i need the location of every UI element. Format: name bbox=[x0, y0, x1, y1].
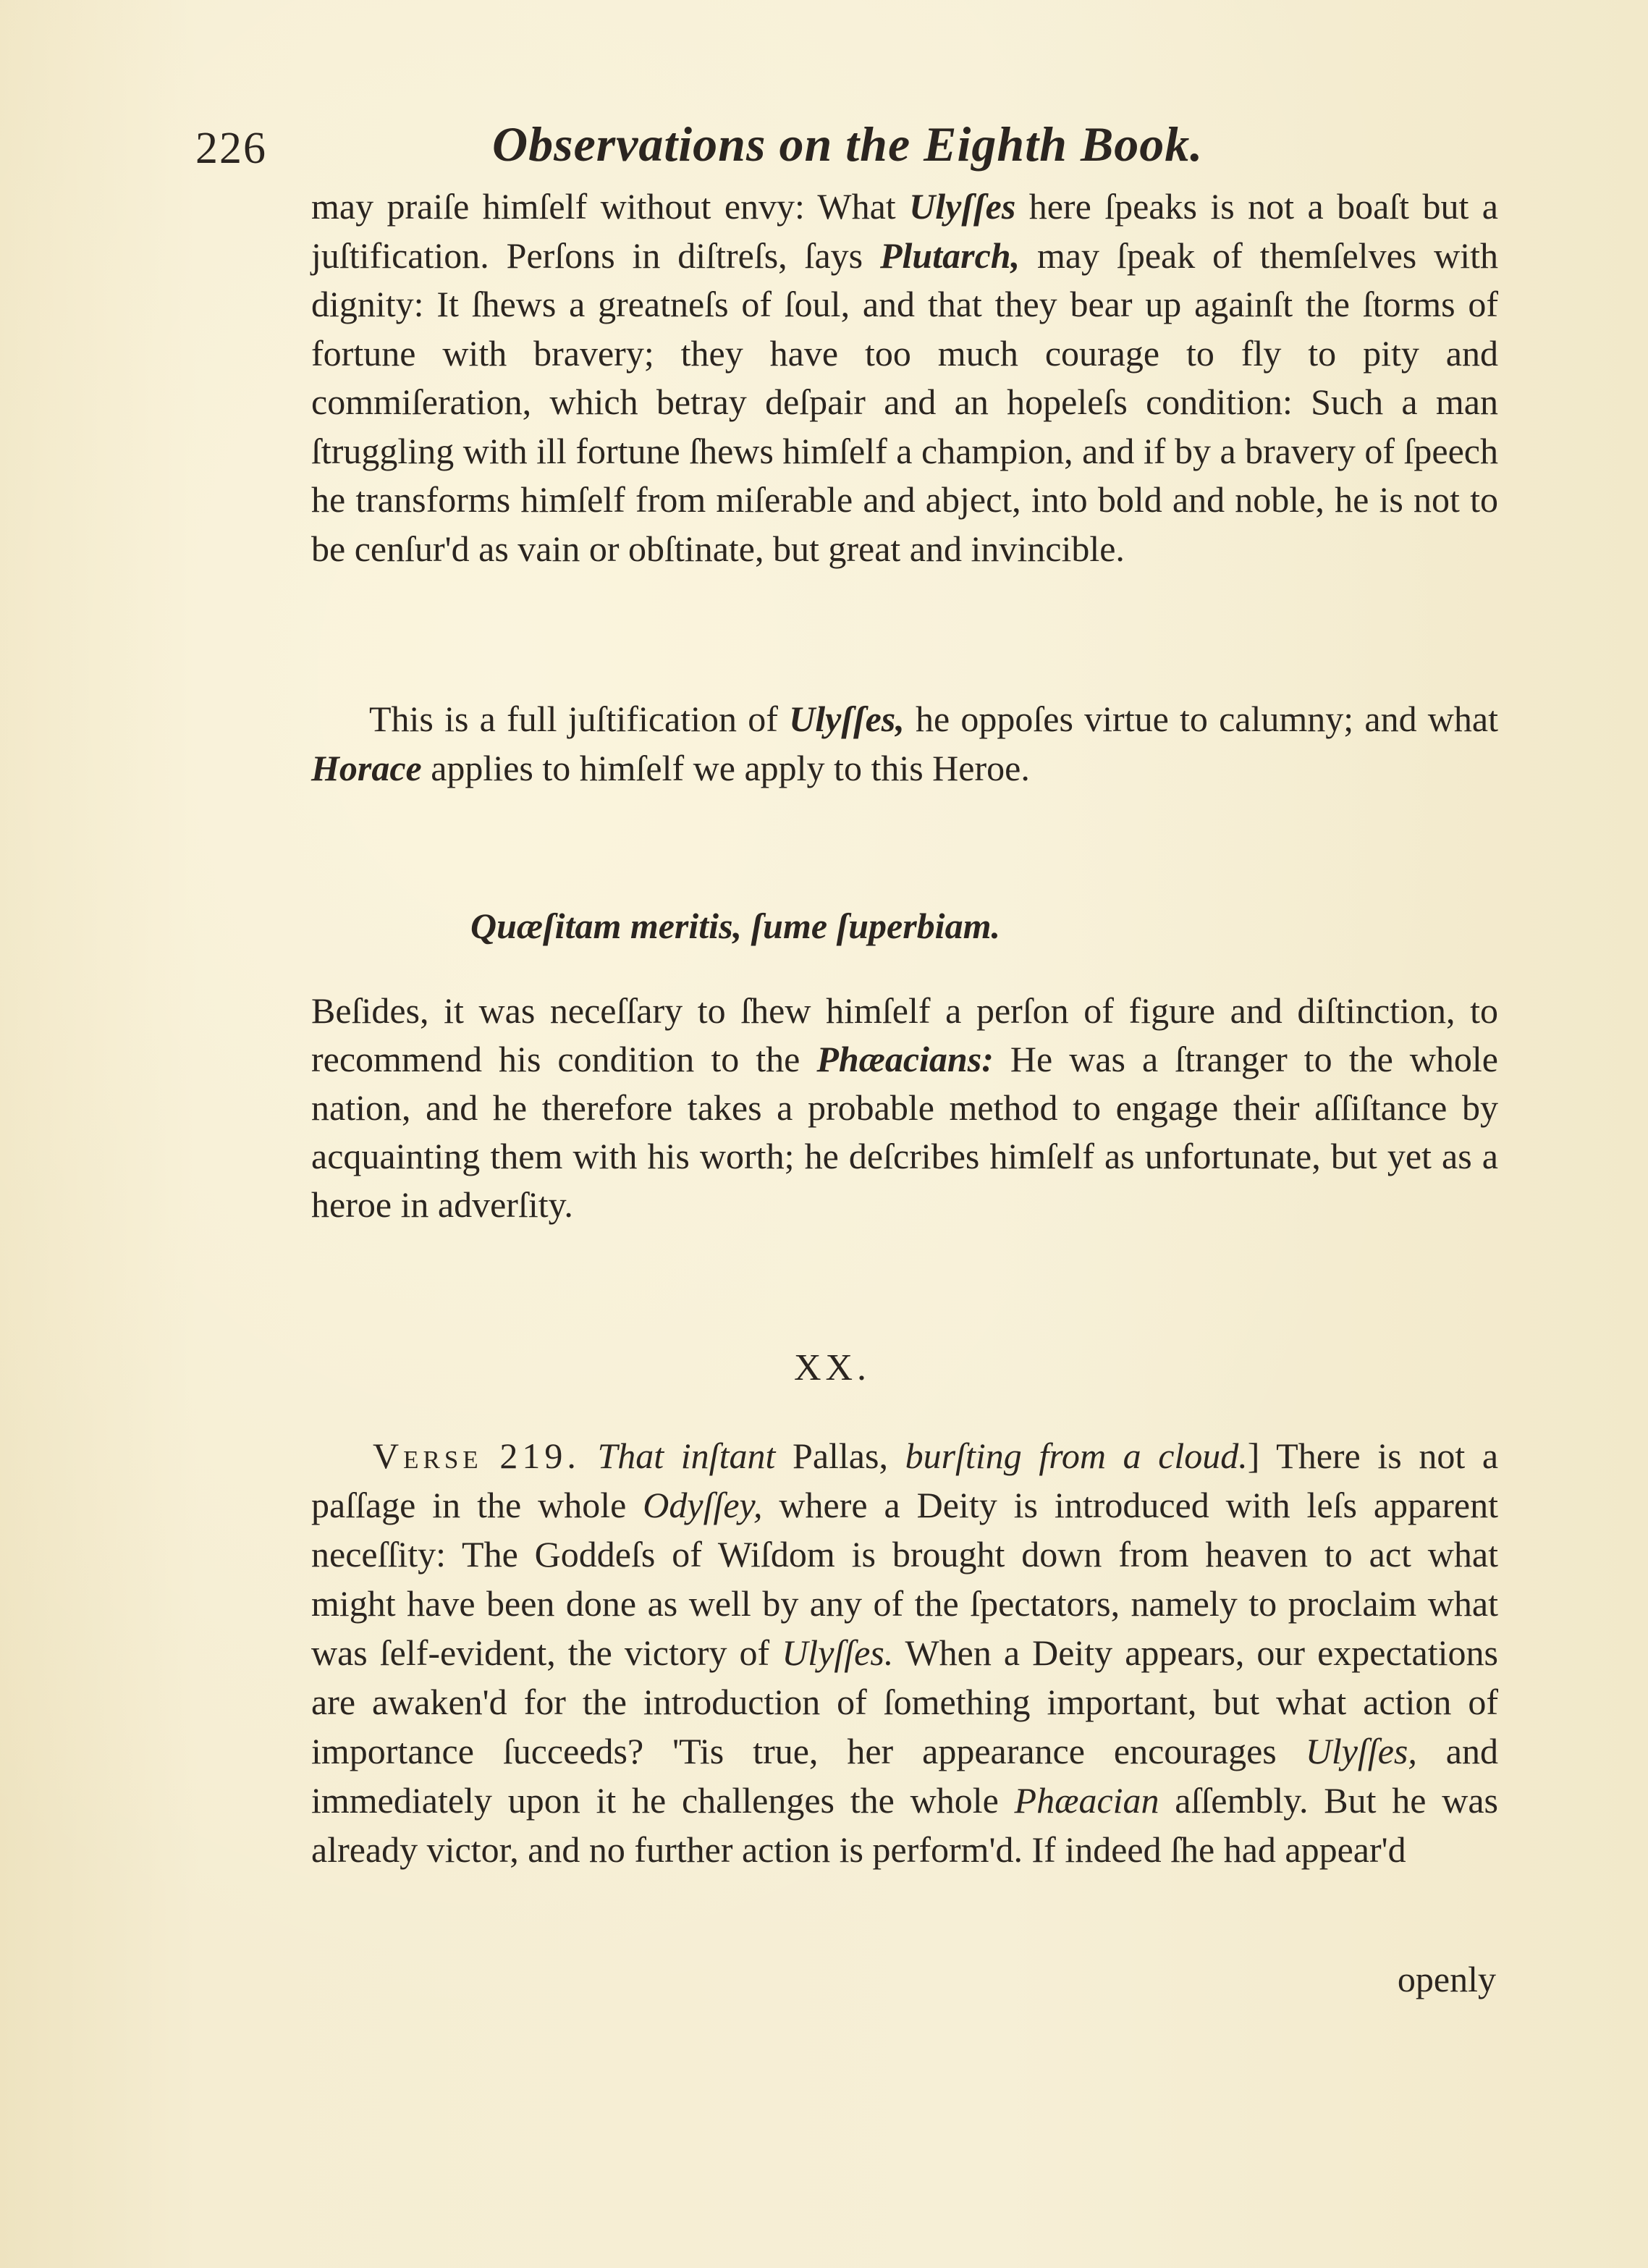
paragraph-besides bbox=[311, 987, 1498, 1229]
verse-label: Verse bbox=[373, 1436, 483, 1476]
page-number: 226 bbox=[195, 124, 267, 173]
lemma-end: burſting from a cloud. bbox=[905, 1436, 1248, 1476]
text-run: ] There is not a paſſage in the whole bbox=[311, 1436, 1499, 1525]
name-ulysses: Ulyſſes. bbox=[782, 1632, 894, 1673]
name-plutarch: Plutarch, bbox=[879, 235, 1021, 276]
paragraph-verse-219 bbox=[311, 1431, 1498, 1874]
name-phaeacian: Phæacian bbox=[1014, 1780, 1159, 1821]
text-run: Beſides, it was neceſſary to ſhew himſelf a perſon of figure and diſtinction, to recommend his condition to the bbox=[311, 990, 1498, 1079]
text-run: This is a full juſtification of bbox=[369, 699, 790, 739]
text-run: may ſpeak of themſelves with dignity: It ſhews a greatneſs of ſoul, and that they bear up againſt the ſtorms of fortune with bravery; they have too much courage to fly to pity and commiſeration, which betray deſpair and an hopeleſs condition: Such a man ſtruggling with ill fortune ſhews himſelf a champion, and if by a bravery of ſpeech he transforms himſelf from miſerable and abject, into bold and noble, he is not to be cenſur'd as vain or obſtinate, but great and invincible. bbox=[311, 235, 1498, 569]
section-number: XX. bbox=[793, 1347, 871, 1388]
lemma-name: Pallas, bbox=[793, 1436, 888, 1476]
name-ulysses: Ulyſſes bbox=[909, 186, 1016, 227]
text-run: he oppoſes virtue to calumny; and what bbox=[904, 699, 1498, 739]
running-head: Observations on the Eighth Book. bbox=[492, 117, 1204, 172]
text-run: where a Deity is introduced with leſs apparent neceſſity: The Goddeſs of Wiſdom is brought down from heaven to act what might have been done as well by any of the ſpectators, namely to proclaim what was ſelf-evident, the victory of bbox=[311, 1485, 1498, 1673]
name-ulysses: Ulyſſes, bbox=[1305, 1731, 1417, 1771]
lemma-start: That inſtant bbox=[597, 1436, 776, 1476]
text-run: When a Deity appears, our expectations are awaken'd for the introduction of ſomething important, but what action of importance ſucceeds? 'Tis true, her appearance encourages bbox=[311, 1632, 1498, 1771]
text-run: may praiſe himſelf without envy: What bbox=[311, 186, 910, 227]
catchword: openly bbox=[1397, 1959, 1496, 1999]
name-ulysses: Ulyſſes, bbox=[789, 699, 905, 739]
paragraph-justification bbox=[311, 182, 1498, 573]
name-odyssey: Odyſſey, bbox=[643, 1485, 763, 1525]
text-run: aſſembly. But he was already victor, and no further action is perform'd. If indeed ſhe had appear'd bbox=[311, 1780, 1498, 1870]
text-run: He was a ſtranger to the whole nation, and he therefore takes a probable method to engage their aſſiſtance by acquainting them with his worth; he deſcribes himſelf as unfortunate, but yet as a heroe in adverſity. bbox=[311, 1039, 1499, 1225]
paragraph-horace bbox=[311, 695, 1498, 793]
text-run: applies to himſelf we apply to this Heroe. bbox=[421, 747, 1030, 788]
name-phaeacians: Phæacians: bbox=[816, 1039, 994, 1079]
name-horace: Horace bbox=[311, 747, 422, 788]
text-run: here ſpeaks is not a boaſt but a juſtification. Perſons in diſtreſs, ſays bbox=[311, 186, 1498, 276]
latin-quotation: Quæſitam meritis, ſume ſuperbiam. bbox=[470, 906, 1000, 946]
verse-number: 219. bbox=[499, 1436, 580, 1476]
text-run: and immediately upon it he challenges the whole bbox=[311, 1731, 1498, 1821]
